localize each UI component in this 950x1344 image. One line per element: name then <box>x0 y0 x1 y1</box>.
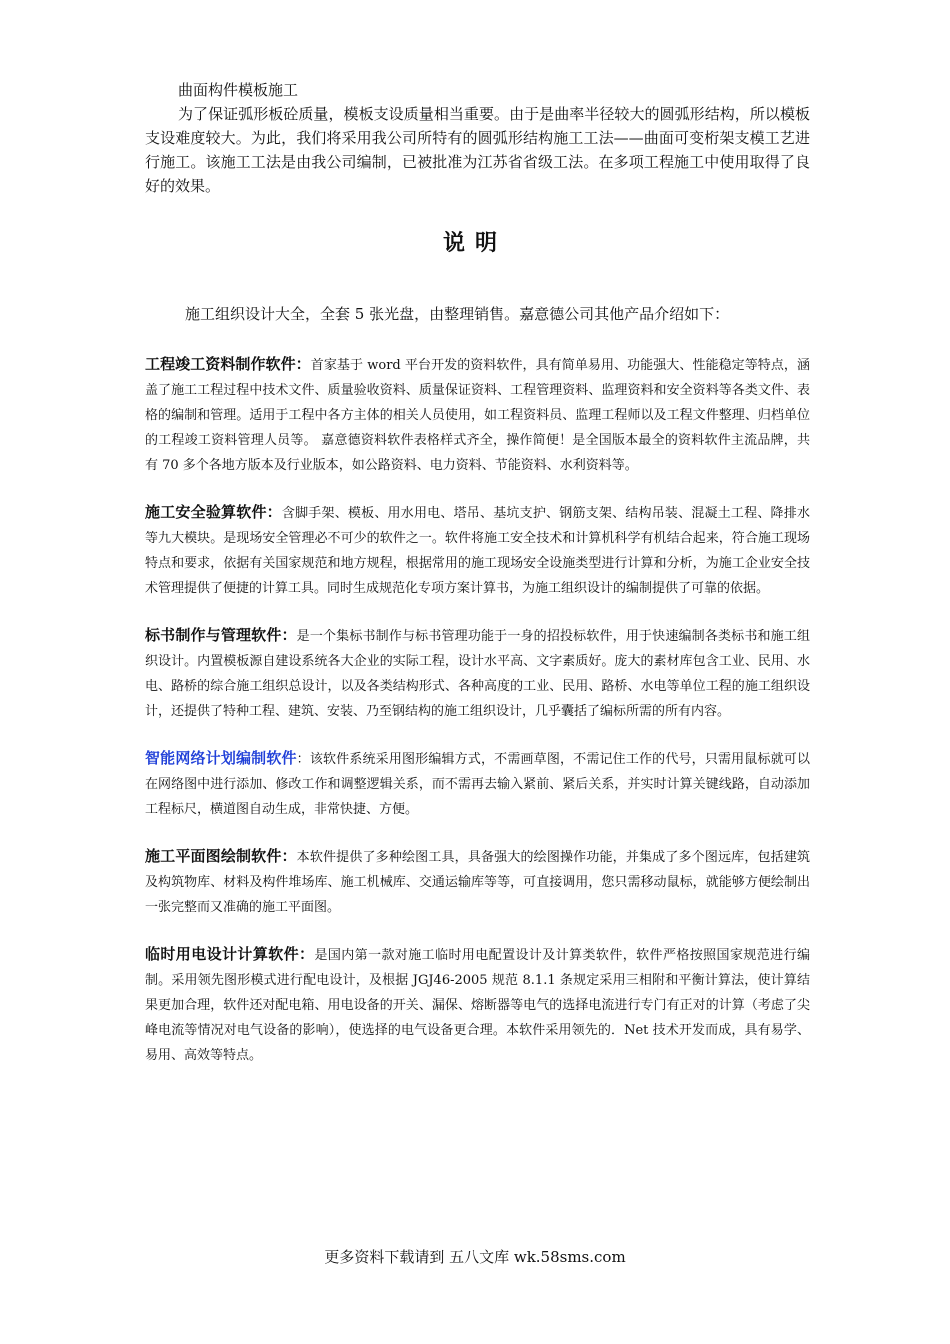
product-description: 该软件系统采用图形编辑方式，不需画草图，不需记住工作的代号，只需用鼠标就可以在网络图中进行添加、修改工作和调整逻辑关系，而不需再去输入紧前、紧后关系，并实时计算关键线路，自动添加工程标尺，横道图自动生成，非常快捷、方便。 <box>145 752 810 817</box>
product-list <box>145 352 810 1090</box>
product-item-completion-docs <box>145 352 810 478</box>
page-title: 说明 <box>442 231 507 256</box>
product-item-site-plan <box>145 844 810 920</box>
intro-paragraph: 为了保证弧形板砼质量，模板支设质量相当重要。由于是曲率半径较大的圆弧形结构，所以模板支设难度较大。为此，我们将采用我公司所特有的圆弧形结构施工工法——曲面可变桁架支模工艺进行施工。该施工工法是由我公司编制，已被批准为江苏省省级工法。在多项工程施工中使用取得了良好的效果。 <box>145 105 810 195</box>
product-item-network-plan <box>145 746 810 822</box>
lead-paragraph: 施工组织设计大全，全套 5 张光盘，由整理销售。嘉意德公司其他产品介绍如下： <box>185 305 730 323</box>
intro-section <box>145 78 810 198</box>
product-description: 是国内第一款对施工临时用电配置设计及计算类软件，软件严格按照国家规范进行编制。采用领先图形模式进行配电设计，及根据 JGJ46-2005 规范 8.1.1 条规定采用三相附和平衡计算法，使计算结果更加合理，软件还对配电箱、用电设备的开关、漏保、熔断器等电气的选择电流进行专门有正对的计算（考虑了尖峰电流等情况对电气设备的影响），使选择的电气设备更合理。本软件采用领先的．Net 技术开发而成，具有易学、易用、高效等特点。 <box>145 948 810 1063</box>
product-name: 工程竣工资料制作软件： <box>145 355 311 373</box>
product-description: 是一个集标书制作与标书管理功能于一身的招投标软件，用于快速编制各类标书和施工组织设计。内置模板源自建设系统各大企业的实际工程，设计水平高、文字素质好。庞大的素材库包含工业、民用、水电、路桥的综合施工组织总设计，以及各类结构形式、各种高度的工业、民用、路桥、水电等单位工程的施工组织设计，还提供了特种工程、建筑、安装、乃至钢结构的施工组织设计，几乎囊括了编标所需的所有内容。 <box>145 629 810 719</box>
intro-subheading: 曲面构件模板施工 <box>178 81 299 99</box>
product-description: 首家基于 word 平台开发的资料软件，具有简单易用、功能强大、性能稳定等特点，涵盖了施工工程过程中技术文件、质量验收资料、质量保证资料、工程管理资料、监理资料和安全资料等各类文件、表格的编制和管理。适用于工程中各方主体的相关人员使用，如工程资料员、监理工程师以及工程文件整理、归档单位的工程竣工资料管理人员等。 嘉意德资料软件表格样式齐全，操作简便！是全国版本最全的资料软件主流品牌，共有 70 多个各地方版本及行业版本，如公路资料、电力资料、节能资料、水利资料等。 <box>145 358 810 473</box>
product-name: 施工平面图绘制软件： <box>145 847 297 865</box>
product-name: 标书制作与管理软件： <box>145 626 297 644</box>
product-item-safety-calc <box>145 500 810 601</box>
product-name-separator: ： <box>296 752 310 767</box>
product-name: 智能网络计划编制软件 <box>145 749 297 767</box>
product-description: 含脚手架、模板、用水用电、塔吊、基坑支护、钢筋支架、结构吊装、混凝土工程、降排水等九大模块。是现场安全管理必不可少的软件之一。软件将施工安全技术和计算机科学有机结合起来，符合施工现场特点和要求，依据有关国家规范和地方规程，根据常用的施工现场安全设施类型进行计算和分析，为施工企业安全技术管理提供了便捷的计算工具。同时生成规范化专项方案计算书，为施工组织设计的编制提供了可靠的依据。 <box>145 506 810 596</box>
product-item-temp-power <box>145 942 810 1068</box>
footer-note: 更多资料下载请到 五八文库 wk.58sms.com <box>324 1248 626 1266</box>
product-description: 本软件提供了多种绘图工具，具备强大的绘图操作功能，并集成了多个图远库，包括建筑及构筑物库、材料及构件堆场库、施工机械库、交通运输库等等，可直接调用，您只需移动鼠标，就能够方便绘制出一张完整而又准确的施工平面图。 <box>145 850 810 915</box>
product-name: 临时用电设计计算软件： <box>145 945 315 963</box>
product-name: 施工安全验算软件： <box>145 503 282 521</box>
product-item-bid-docs <box>145 623 810 724</box>
